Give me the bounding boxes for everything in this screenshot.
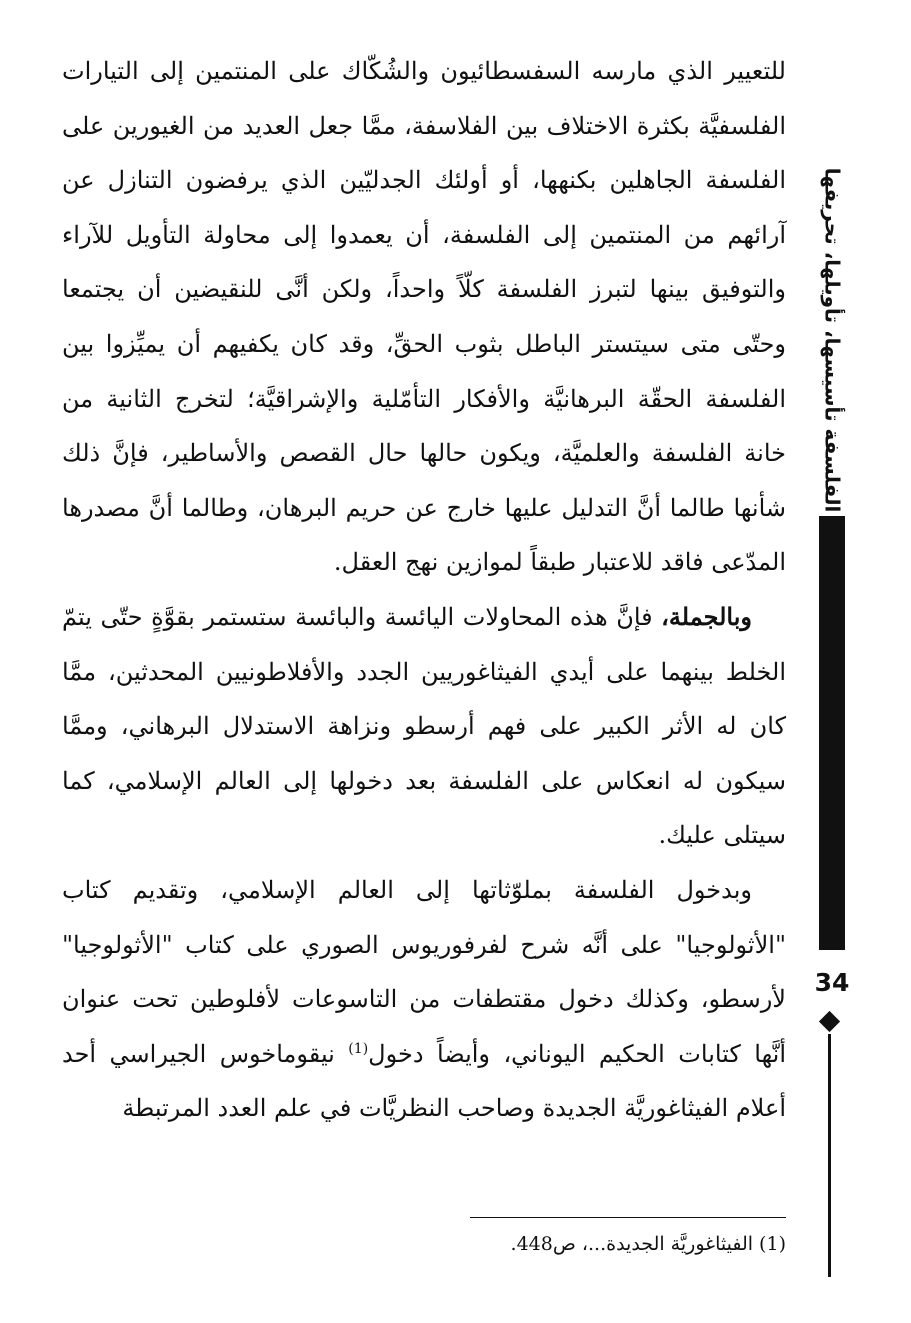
running-title	[814, 167, 850, 513]
side-bar-decoration	[819, 516, 845, 950]
side-line-decoration	[828, 1034, 831, 1277]
footnote-text: (1) الفيثاغوريَّة الجديدة...، ص448.	[510, 1233, 786, 1255]
paragraph-1: للتعيير الذي مارسه السفسطائيون والشُكّاك على المنتمين إلى التيارات الفلسفيَّة بكثرة الاختلاف بين الفلاسفة، ممَّا جعل العديد من الغيورين على الفلسفة الجاهلين بكنهها، أو أولئك الجدليّين الذي يرفضون التنازل عن آرائهم من المنتمين إلى الفلسفة، أن يعمدوا إلى محاولة التأويل للآراء والتوفيق بينها لتبرز الفلسفة كلّاً واحداً، ولكن أنَّى للنقيضين أن يجتمعا وحتّى متى سيتستر الباطل بثوب الحقِّ، وقد كان يكفيهم أن يميِّزوا بين الفلسفة الحقّة البرهانيَّة والأفكار التأمّلية والإشراقيَّة؛ لتخرج الثانية من خانة الفلسفة والعلميَّة، ويكون حالها حال القصص والأساطير، فإنَّ ذلك شأنها طالما أنَّ التدليل عليها خارج عن حريم البرهان، وطالما أنَّ مصدرها المدّعى فاقد للاعتبار طبقاً لموازين نهج العقل.	[62, 57, 787, 577]
running-title-text: الفلسفة تأسيسها، تأويلها، تحريفها	[820, 167, 844, 513]
footnote-reference[interactable]: (1)	[348, 1040, 369, 1057]
footnote-divider	[470, 1217, 786, 1218]
main-text	[62, 44, 786, 1136]
paragraph-2	[62, 590, 786, 863]
page-number: 34	[814, 968, 850, 997]
paragraph-3-after-note: نيقوماخوس الجيراسي أحد أعلام الفيثاغوريَّة الجديدة وصاحب النظريَّات في علم العدد المرتبطة	[62, 1039, 786, 1123]
paragraph-2-rest: فإنَّ هذه المحاولات اليائسة والبائسة ستستمر بقوَّةٍ حتّى يتمّ الخلط بينهما على أيدي الفيثاغوريين الجدد والأفلاطونيين المحدثين، ممَّا كان له الأثر الكبير على فهم أرسطو ونزاهة الاستدلال البرهاني، وممَّا سيكون له انعكاس على الفلسفة بعد دخولها إلى العالم الإسلامي، كما سيتلى عليك.	[62, 602, 786, 850]
paragraph-3-before-note: وبدخول الفلسفة بملوّثاتها إلى العالم الإسلامي، وتقديم كتاب "الأثولوجيا" على أنَّه شرح لفرفوريوس الصوري على كتاب "الأثولوجيا" لأرسطو، وكذلك دخول مقتطفات من التاسوعات لأفلوطين تحت عنوان أنَّها كتابات الحكيم اليوناني، وأيضاً دخول	[62, 875, 786, 1068]
paragraph-2-lead: وبالجملة،	[661, 601, 752, 631]
paragraph-3	[62, 863, 786, 1136]
diamond-ornament-icon	[819, 1011, 840, 1032]
